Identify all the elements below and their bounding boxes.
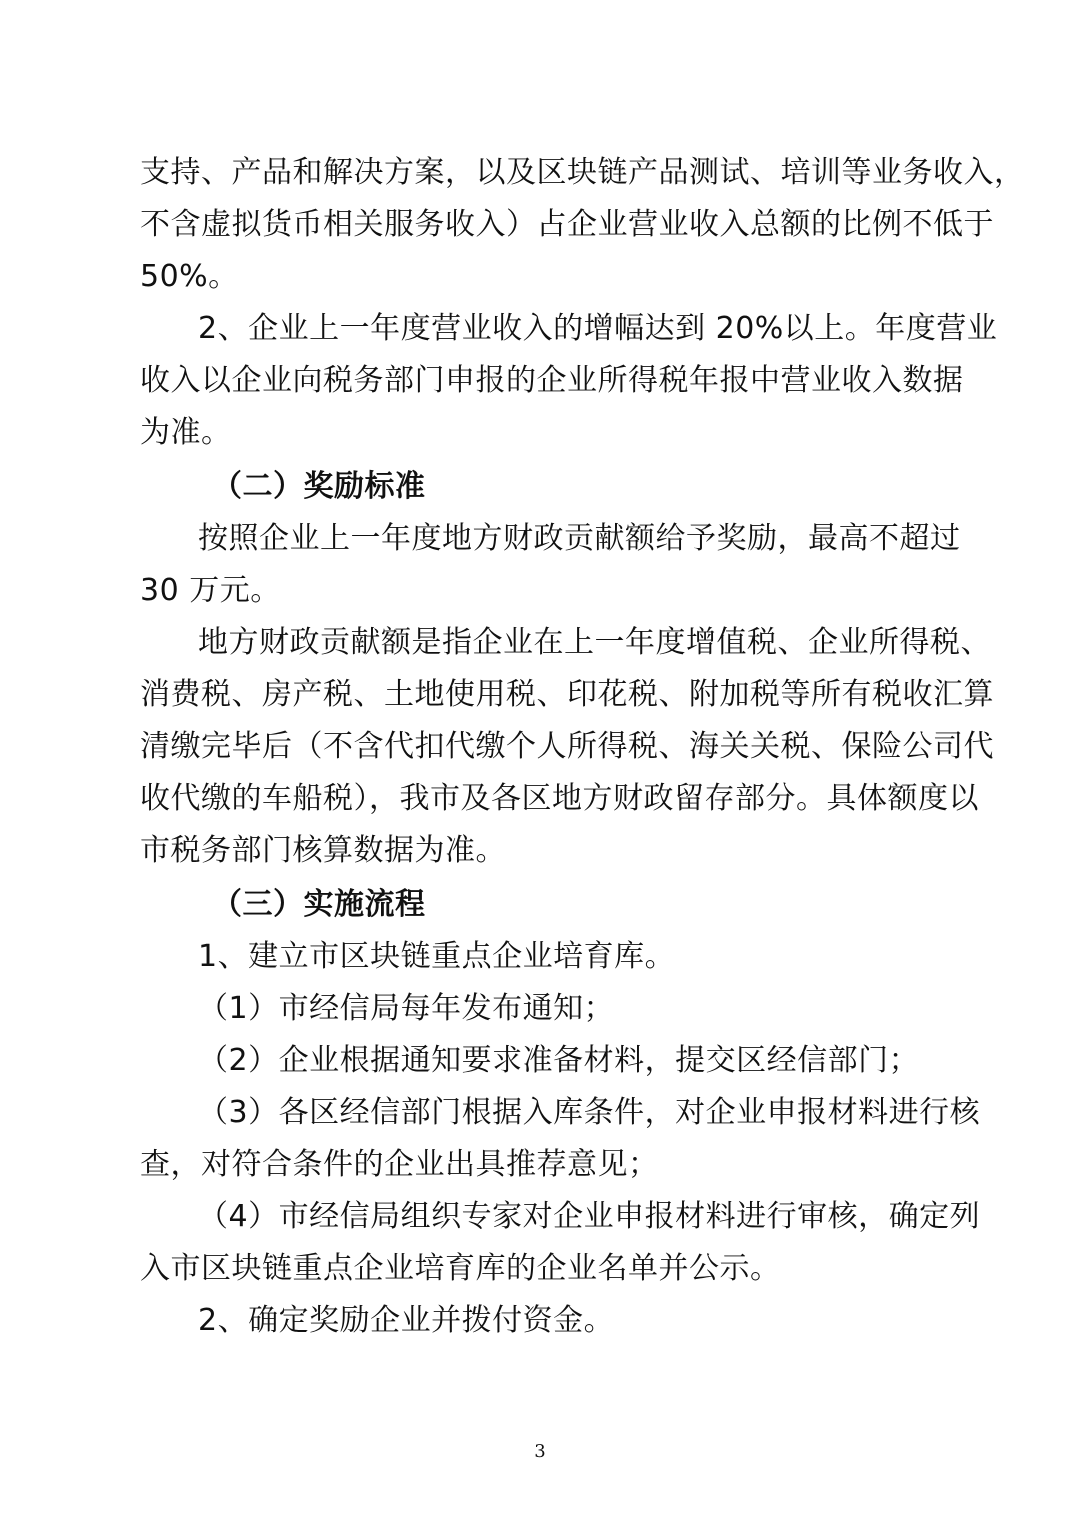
paragraph-line: 市税务部门核算数据为准。	[140, 833, 506, 868]
paragraph-line: 收入以企业向税务部门申报的企业所得税年报中营业收入数据	[140, 363, 964, 398]
section-heading-reward-standard: （二）奖励标准	[212, 469, 426, 504]
process-substep: （4）市经信局组织专家对企业申报材料进行审核，确定列	[198, 1199, 981, 1234]
process-substep-continuation: 查，对符合条件的企业出具推荐意见；	[140, 1147, 659, 1182]
page-number: 3	[534, 1441, 546, 1462]
process-step: 1、建立市区块链重点企业培育库。	[198, 939, 676, 974]
process-substep: （2）企业根据通知要求准备材料，提交区经信部门；	[198, 1043, 920, 1078]
process-step: 2、确定奖励企业并拨付资金。	[198, 1303, 615, 1338]
paragraph-line: 为准。	[140, 415, 232, 450]
paragraph-line: 按照企业上一年度地方财政贡献额给予奖励，最高不超过	[198, 521, 961, 556]
process-substep: （1）市经信局每年发布通知；	[198, 991, 615, 1026]
paragraph-line: 30 万元。	[140, 573, 281, 608]
process-substep: （3）各区经信部门根据入库条件，对企业申报材料进行核	[198, 1095, 981, 1130]
section-heading-implementation-process: （三）实施流程	[212, 887, 426, 922]
paragraph-line: 消费税、房产税、土地使用税、印花税、附加税等所有税收汇算	[140, 677, 994, 712]
paragraph-line: 支持、产品和解决方案，以及区块链产品测试、培训等业务收入，	[140, 155, 1025, 190]
paragraph-line: 50%。	[140, 259, 239, 294]
paragraph-line: 2、企业上一年度营业收入的增幅达到 20%以上。年度营业	[198, 311, 998, 346]
paragraph-line: 收代缴的车船税），我市及各区地方财政留存部分。具体额度以	[140, 781, 979, 816]
paragraph-line: 地方财政贡献额是指企业在上一年度增值税、企业所得税、	[198, 625, 991, 660]
paragraph-line: 清缴完毕后（不含代扣代缴个人所得税、海关关税、保险公司代	[140, 729, 994, 764]
process-substep-continuation: 入市区块链重点企业培育库的企业名单并公示。	[140, 1251, 781, 1286]
paragraph-line: 不含虚拟货币相关服务收入）占企业营业收入总额的比例不低于	[140, 207, 994, 242]
